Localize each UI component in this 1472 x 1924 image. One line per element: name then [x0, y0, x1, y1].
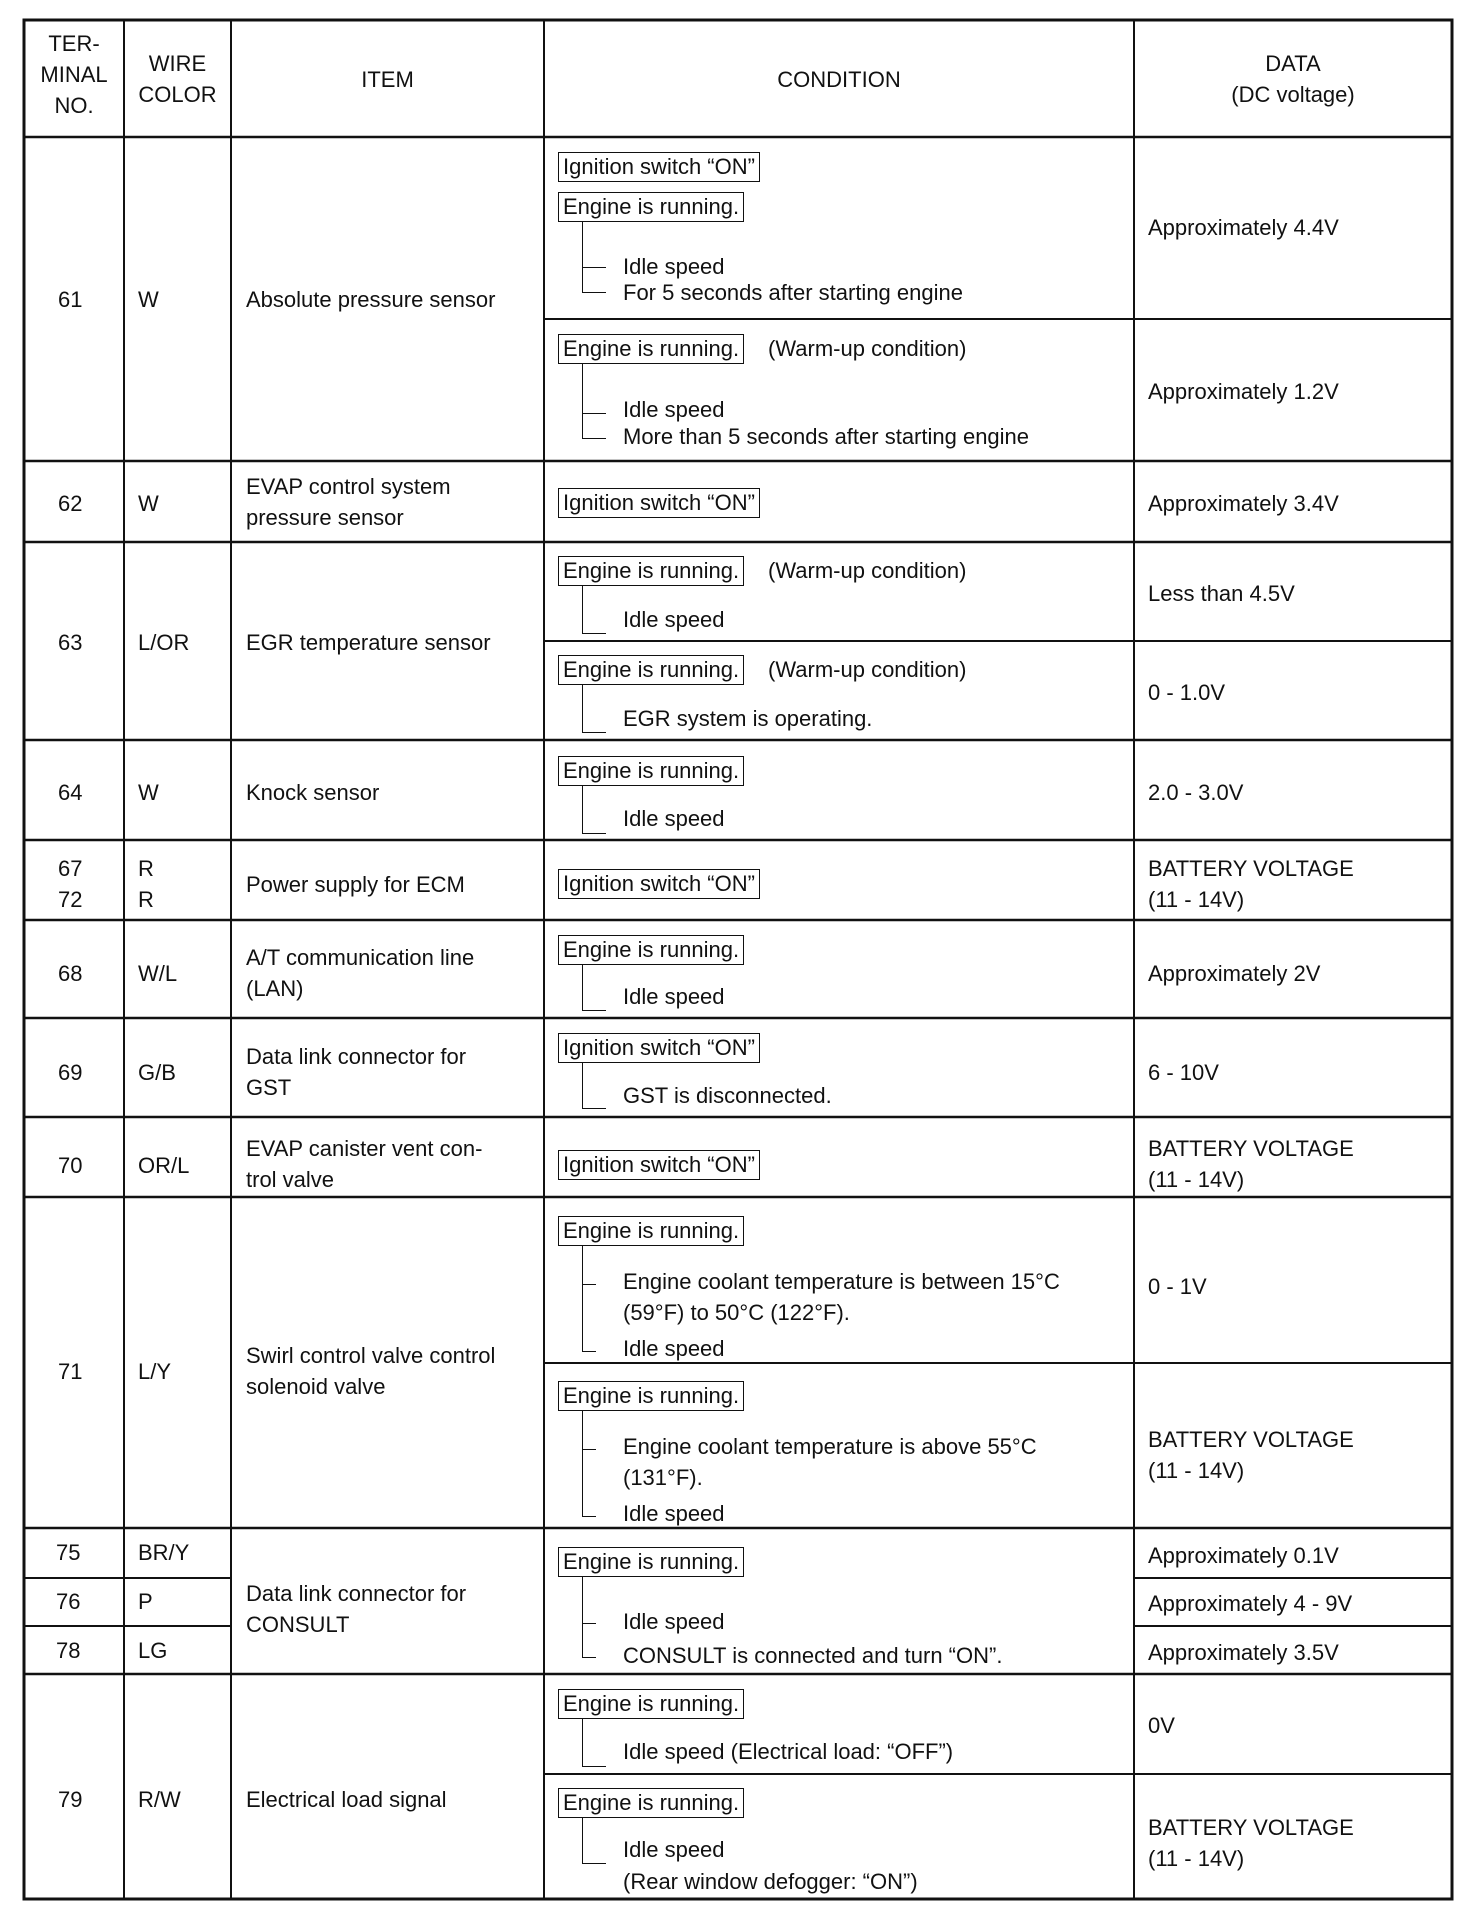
- data-value: (11 - 14V): [1148, 887, 1245, 912]
- bracket-tick: [582, 1108, 606, 1109]
- condition-note: (Warm-up condition): [768, 336, 967, 361]
- header-terminal: [24, 28, 124, 121]
- condition-box: Engine is running.: [558, 935, 744, 965]
- data-value: (11 - 14V): [1148, 1846, 1245, 1871]
- bracket-line: [582, 965, 583, 1011]
- condition-box: Ignition switch “ON”: [558, 152, 760, 182]
- header-item: ITEM: [361, 67, 414, 92]
- item-name: Data link connector for: [246, 1044, 467, 1069]
- bracket-line: [582, 222, 583, 293]
- bracket-tick: [582, 732, 606, 733]
- condition-line: Engine coolant temperature is above 55°C: [623, 1434, 1037, 1459]
- item-name: solenoid valve: [246, 1374, 386, 1399]
- wire-color: G/B: [138, 1060, 176, 1085]
- header-data-line: DATA: [1265, 51, 1321, 76]
- condition-box: Engine is running.: [558, 1689, 744, 1719]
- condition-line: More than 5 seconds after starting engine: [623, 424, 1030, 449]
- bracket-tick: [582, 1516, 596, 1517]
- bracket-tick: [582, 267, 606, 268]
- bracket-tick: [582, 633, 606, 634]
- condition-line: Idle speed: [623, 397, 725, 422]
- wire-color: W: [138, 491, 159, 516]
- condition-box: Ignition switch “ON”: [558, 869, 760, 899]
- data-value: 2.0 - 3.0V: [1148, 780, 1244, 805]
- item-name: Power supply for ECM: [246, 872, 465, 897]
- condition-line: Idle speed: [623, 1501, 725, 1526]
- condition-line: Idle speed: [623, 984, 725, 1009]
- wire-color: R: [138, 856, 154, 881]
- terminal-no: 63: [58, 630, 83, 655]
- item-name: Swirl control valve control: [246, 1343, 496, 1368]
- header-wire-line: WIRE: [148, 51, 207, 76]
- condition-box: Engine is running.: [558, 192, 744, 222]
- data-value: BATTERY VOLTAGE: [1148, 1815, 1354, 1840]
- bracket-line: [582, 685, 583, 733]
- header-data: [1134, 48, 1452, 110]
- data-value: Approximately 0.1V: [1148, 1543, 1339, 1568]
- condition-box: Ignition switch “ON”: [558, 1150, 760, 1180]
- data-value: 0V: [1148, 1713, 1175, 1738]
- wire-color: L/OR: [138, 630, 190, 655]
- bracket-tick: [582, 1010, 606, 1011]
- bracket-tick: [582, 1351, 596, 1352]
- wire-color: L/Y: [138, 1359, 172, 1384]
- condition-line: Idle speed: [623, 1336, 725, 1361]
- item-name: A/T communication line: [246, 945, 475, 970]
- bracket-tick: [582, 1863, 606, 1864]
- data-value: 0 - 1V: [1148, 1274, 1207, 1299]
- data-value: BATTERY VOLTAGE: [1148, 1136, 1354, 1161]
- bracket-line: [582, 1411, 583, 1517]
- item-name: EVAP control system: [246, 474, 451, 499]
- header-condition: CONDITION: [777, 67, 901, 92]
- terminal-no: 75: [56, 1540, 81, 1565]
- wire-color: W: [138, 780, 159, 805]
- wire-color: P: [138, 1589, 153, 1614]
- wire-color: LG: [138, 1638, 168, 1663]
- condition-line: CONSULT is connected and turn “ON”.: [623, 1643, 1003, 1668]
- header-terminal-line: TER-: [48, 31, 100, 56]
- header-terminal-line: MINAL: [40, 62, 108, 87]
- data-value: 6 - 10V: [1148, 1060, 1219, 1085]
- bracket-tick: [582, 1284, 596, 1285]
- wire-color: W: [138, 287, 159, 312]
- terminal-no: 79: [58, 1787, 83, 1812]
- data-value: Less than 4.5V: [1148, 581, 1295, 606]
- item-name: GST: [246, 1075, 292, 1100]
- condition-box: Engine is running.: [558, 334, 744, 364]
- terminal-no: 61: [58, 287, 83, 312]
- bracket-tick: [582, 1766, 606, 1767]
- data-value: Approximately 4.4V: [1148, 215, 1339, 240]
- data-value: 0 - 1.0V: [1148, 680, 1226, 705]
- item-name: trol valve: [246, 1167, 335, 1192]
- terminal-no: 72: [58, 887, 83, 912]
- bracket-line: [582, 1818, 583, 1864]
- data-value: Approximately 3.4V: [1148, 491, 1339, 516]
- condition-box: Engine is running.: [558, 1216, 744, 1246]
- bracket-tick: [582, 833, 606, 834]
- item-name: EGR temperature sensor: [246, 630, 491, 655]
- item-name: (LAN): [246, 976, 304, 1001]
- bracket-tick: [582, 1657, 596, 1658]
- condition-line: (59°F) to 50°C (122°F).: [623, 1300, 850, 1325]
- condition-box: Engine is running.: [558, 556, 744, 586]
- terminal-no: 69: [58, 1060, 83, 1085]
- wire-color: W/L: [138, 961, 178, 986]
- condition-line: Engine coolant temperature is between 15°C: [623, 1269, 1060, 1294]
- terminal-no: 64: [58, 780, 83, 805]
- header-wire-color: [124, 48, 231, 110]
- condition-box: Ignition switch “ON”: [558, 1033, 760, 1063]
- data-value: Approximately 4 - 9V: [1148, 1591, 1353, 1616]
- item-name: Absolute pressure sensor: [246, 287, 496, 312]
- condition-note: (Warm-up condition): [768, 558, 967, 583]
- wire-color: R: [138, 887, 154, 912]
- condition-box: Engine is running.: [558, 1381, 744, 1411]
- condition-line: (Rear window defogger: “ON”): [623, 1869, 918, 1894]
- condition-note: (Warm-up condition): [768, 657, 967, 682]
- condition-line: EGR system is operating.: [623, 706, 873, 731]
- condition-box: Ignition switch “ON”: [558, 488, 760, 518]
- condition-box: Engine is running.: [558, 1547, 744, 1577]
- bracket-tick: [582, 292, 606, 293]
- bracket-tick: [582, 1623, 596, 1624]
- condition-box: Engine is running.: [558, 655, 744, 685]
- terminal-no: 78: [56, 1638, 81, 1663]
- condition-line: Idle speed: [623, 607, 725, 632]
- bracket-tick: [582, 413, 606, 414]
- terminal-no: 67: [58, 856, 83, 881]
- bracket-line: [582, 1246, 583, 1352]
- terminal-no: 62: [58, 491, 83, 516]
- data-value: BATTERY VOLTAGE: [1148, 1427, 1354, 1452]
- data-value: Approximately 1.2V: [1148, 379, 1339, 404]
- wire-color: R/W: [138, 1787, 181, 1812]
- terminal-no: 76: [56, 1589, 81, 1614]
- condition-line: Idle speed: [623, 806, 725, 831]
- condition-line: GST is disconnected.: [623, 1083, 832, 1108]
- header-wire-line: COLOR: [138, 82, 217, 107]
- bracket-tick: [582, 438, 606, 439]
- condition-box: Engine is running.: [558, 1788, 744, 1818]
- bracket-line: [582, 1719, 583, 1767]
- condition-line: Idle speed: [623, 1609, 725, 1634]
- wire-color: OR/L: [138, 1153, 190, 1178]
- data-value: BATTERY VOLTAGE: [1148, 856, 1354, 881]
- condition-line: For 5 seconds after starting engine: [623, 280, 963, 305]
- condition-line: Idle speed (Electrical load: “OFF”): [623, 1739, 954, 1764]
- condition-line: Idle speed: [623, 254, 725, 279]
- item-name: Electrical load signal: [246, 1787, 447, 1812]
- terminal-no: 70: [58, 1153, 83, 1178]
- header-terminal-line: NO.: [54, 93, 94, 118]
- header-data-line: (DC voltage): [1231, 82, 1355, 107]
- data-value: (11 - 14V): [1148, 1458, 1245, 1483]
- item-name: Knock sensor: [246, 780, 380, 805]
- bracket-line: [582, 586, 583, 634]
- bracket-line: [582, 786, 583, 834]
- bracket-line: [582, 1577, 583, 1658]
- terminal-no: 68: [58, 961, 83, 986]
- wire-color: BR/Y: [138, 1540, 190, 1565]
- data-value: Approximately 2V: [1148, 961, 1321, 986]
- bracket-line: [582, 364, 583, 439]
- item-name: Data link connector for: [246, 1581, 467, 1606]
- data-value: (11 - 14V): [1148, 1167, 1245, 1192]
- terminal-no: 71: [58, 1359, 83, 1384]
- condition-line: Idle speed: [623, 1837, 725, 1862]
- item-name: pressure sensor: [246, 505, 404, 530]
- bracket-tick: [582, 1449, 596, 1450]
- bracket-line: [582, 1063, 583, 1109]
- item-name: CONSULT: [246, 1612, 350, 1637]
- data-value: Approximately 3.5V: [1148, 1640, 1339, 1665]
- condition-box: Engine is running.: [558, 756, 744, 786]
- condition-line: (131°F).: [623, 1465, 703, 1490]
- item-name: EVAP canister vent con-: [246, 1136, 483, 1161]
